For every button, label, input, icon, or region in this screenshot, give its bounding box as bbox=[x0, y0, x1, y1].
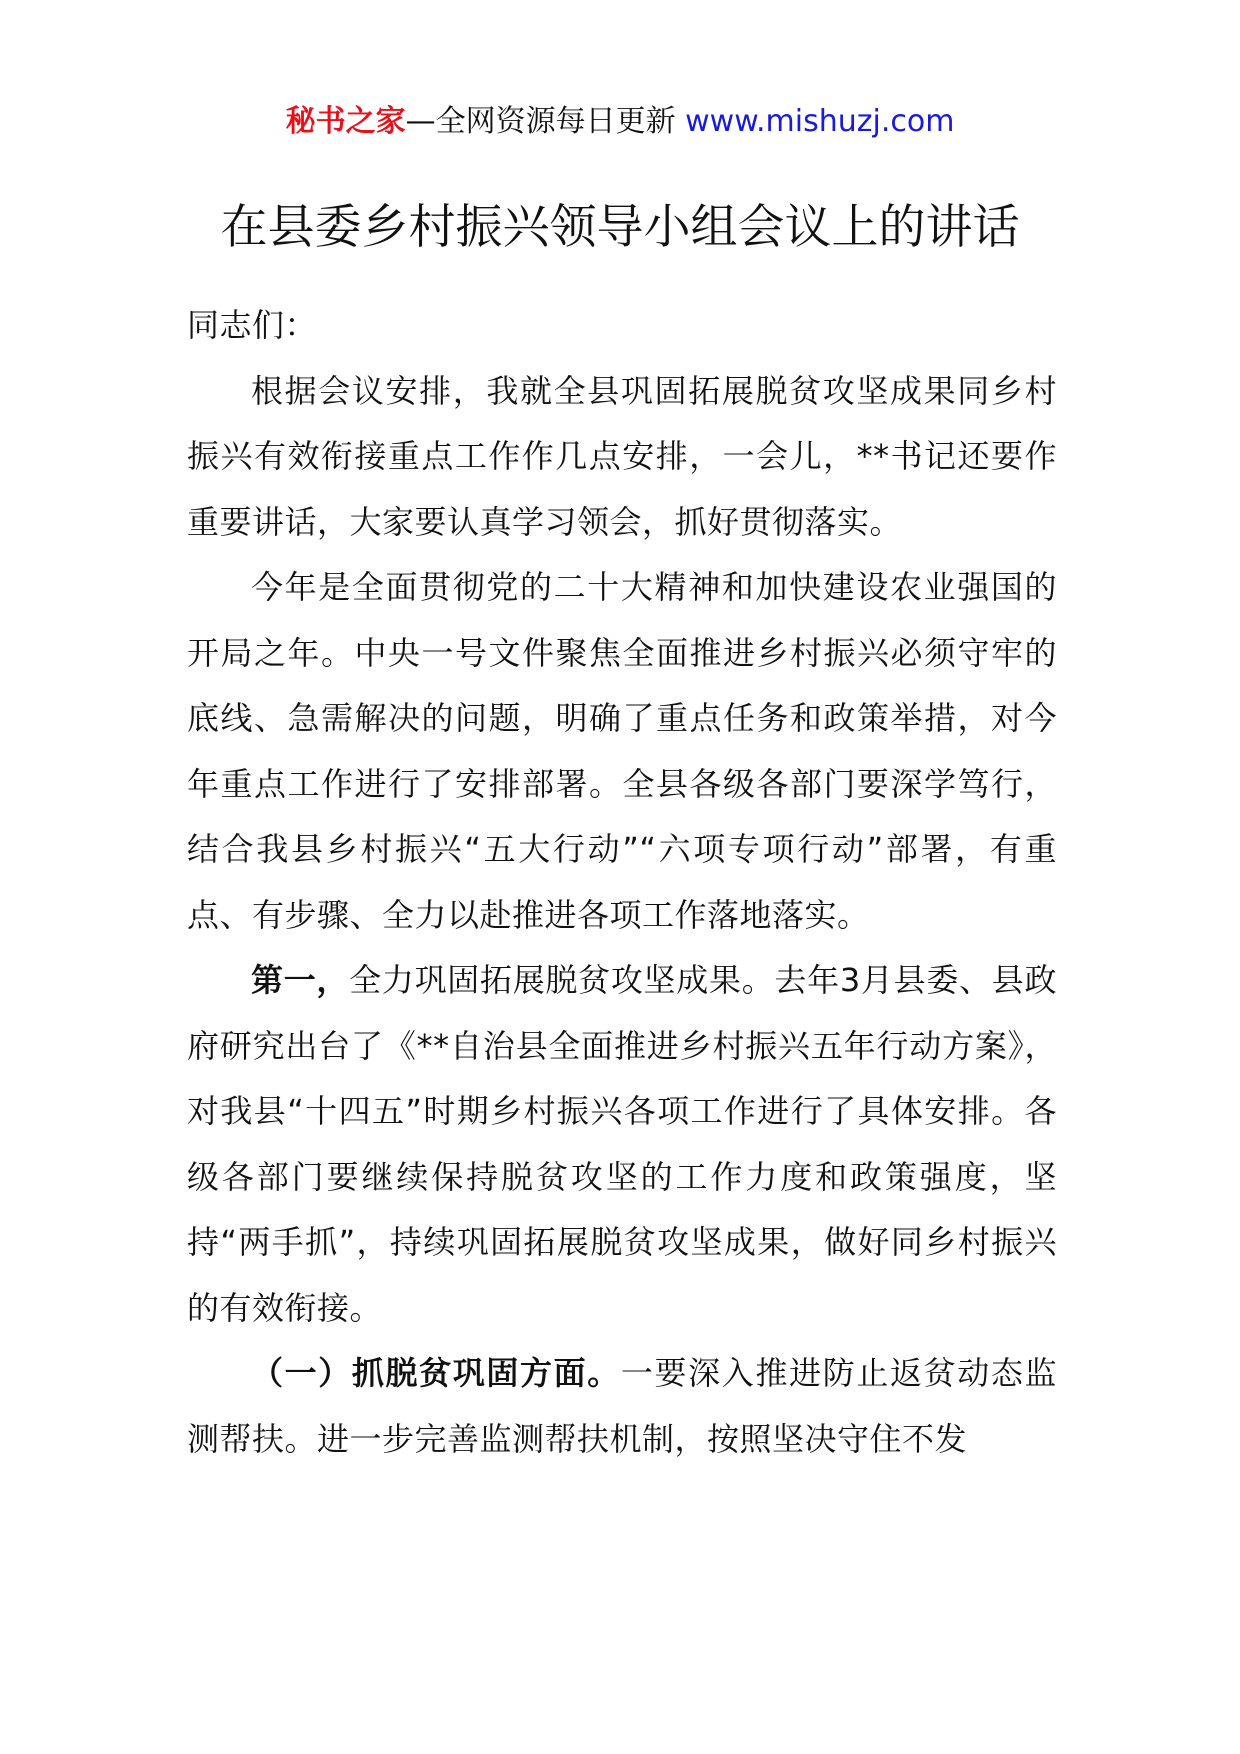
document-body bbox=[187, 293, 1057, 1472]
site-url-link[interactable]: www.mishuzj.com bbox=[685, 104, 955, 139]
banner-tagline: —全网资源每日更新 bbox=[405, 104, 686, 139]
document-title: 在县委乡村振兴领导小组会议上的讲话 bbox=[220, 200, 1020, 255]
site-banner bbox=[0, 100, 1240, 144]
paragraph-text: 今年是全面贯彻党的二十大精神和加快建设农业强国的开局之年。中央一号文件聚焦全面推进乡村振兴必须守牢的底线、急需解决的问题，明确了重点任务和政策举措，对今年重点工作进行了安排部署。全县各级各部门要深学笃行，结合我县乡村振兴“五大行动”“六项专项行动”部署，有重点、有步骤、全力以赴推进各项工作落地落实。 bbox=[187, 568, 1057, 934]
brand-name: 秘书之家 bbox=[285, 104, 406, 139]
paragraph-lead: （一）抓脱贫巩固方面。 bbox=[251, 1354, 621, 1392]
paragraph-1 bbox=[187, 359, 1057, 556]
paragraph-4 bbox=[187, 1341, 1057, 1472]
paragraph-3 bbox=[187, 948, 1057, 1341]
paragraph-text: 一要深入推进防止返贫动态监测帮扶。进一步完善监测帮扶机制，按照坚决守住不发 bbox=[187, 1354, 1057, 1458]
paragraph-text: 全力巩固拓展脱贫攻坚成果。去年3月县委、县政府研究出台了《**自治县全面推进乡村振兴五年行动方案》，对我县“十四五”时期乡村振兴各项工作进行了具体安排。各级各部门要继续保持脱贫攻坚的工作力度和政策强度，坚持“两手抓”，持续巩固拓展脱贫攻坚成果，做好同乡村振兴的有效衔接。 bbox=[187, 961, 1057, 1327]
paragraph-2 bbox=[187, 555, 1057, 948]
salutation: 同志们： bbox=[187, 306, 318, 344]
paragraph-lead: 第一， bbox=[251, 961, 350, 999]
paragraph-text: 根据会议安排，我就全县巩固拓展脱贫攻坚成果同乡村振兴有效衔接重点工作作几点安排，一会儿，**书记还要作重要讲话，大家要认真学习领会，抓好贯彻落实。 bbox=[187, 371, 1057, 541]
